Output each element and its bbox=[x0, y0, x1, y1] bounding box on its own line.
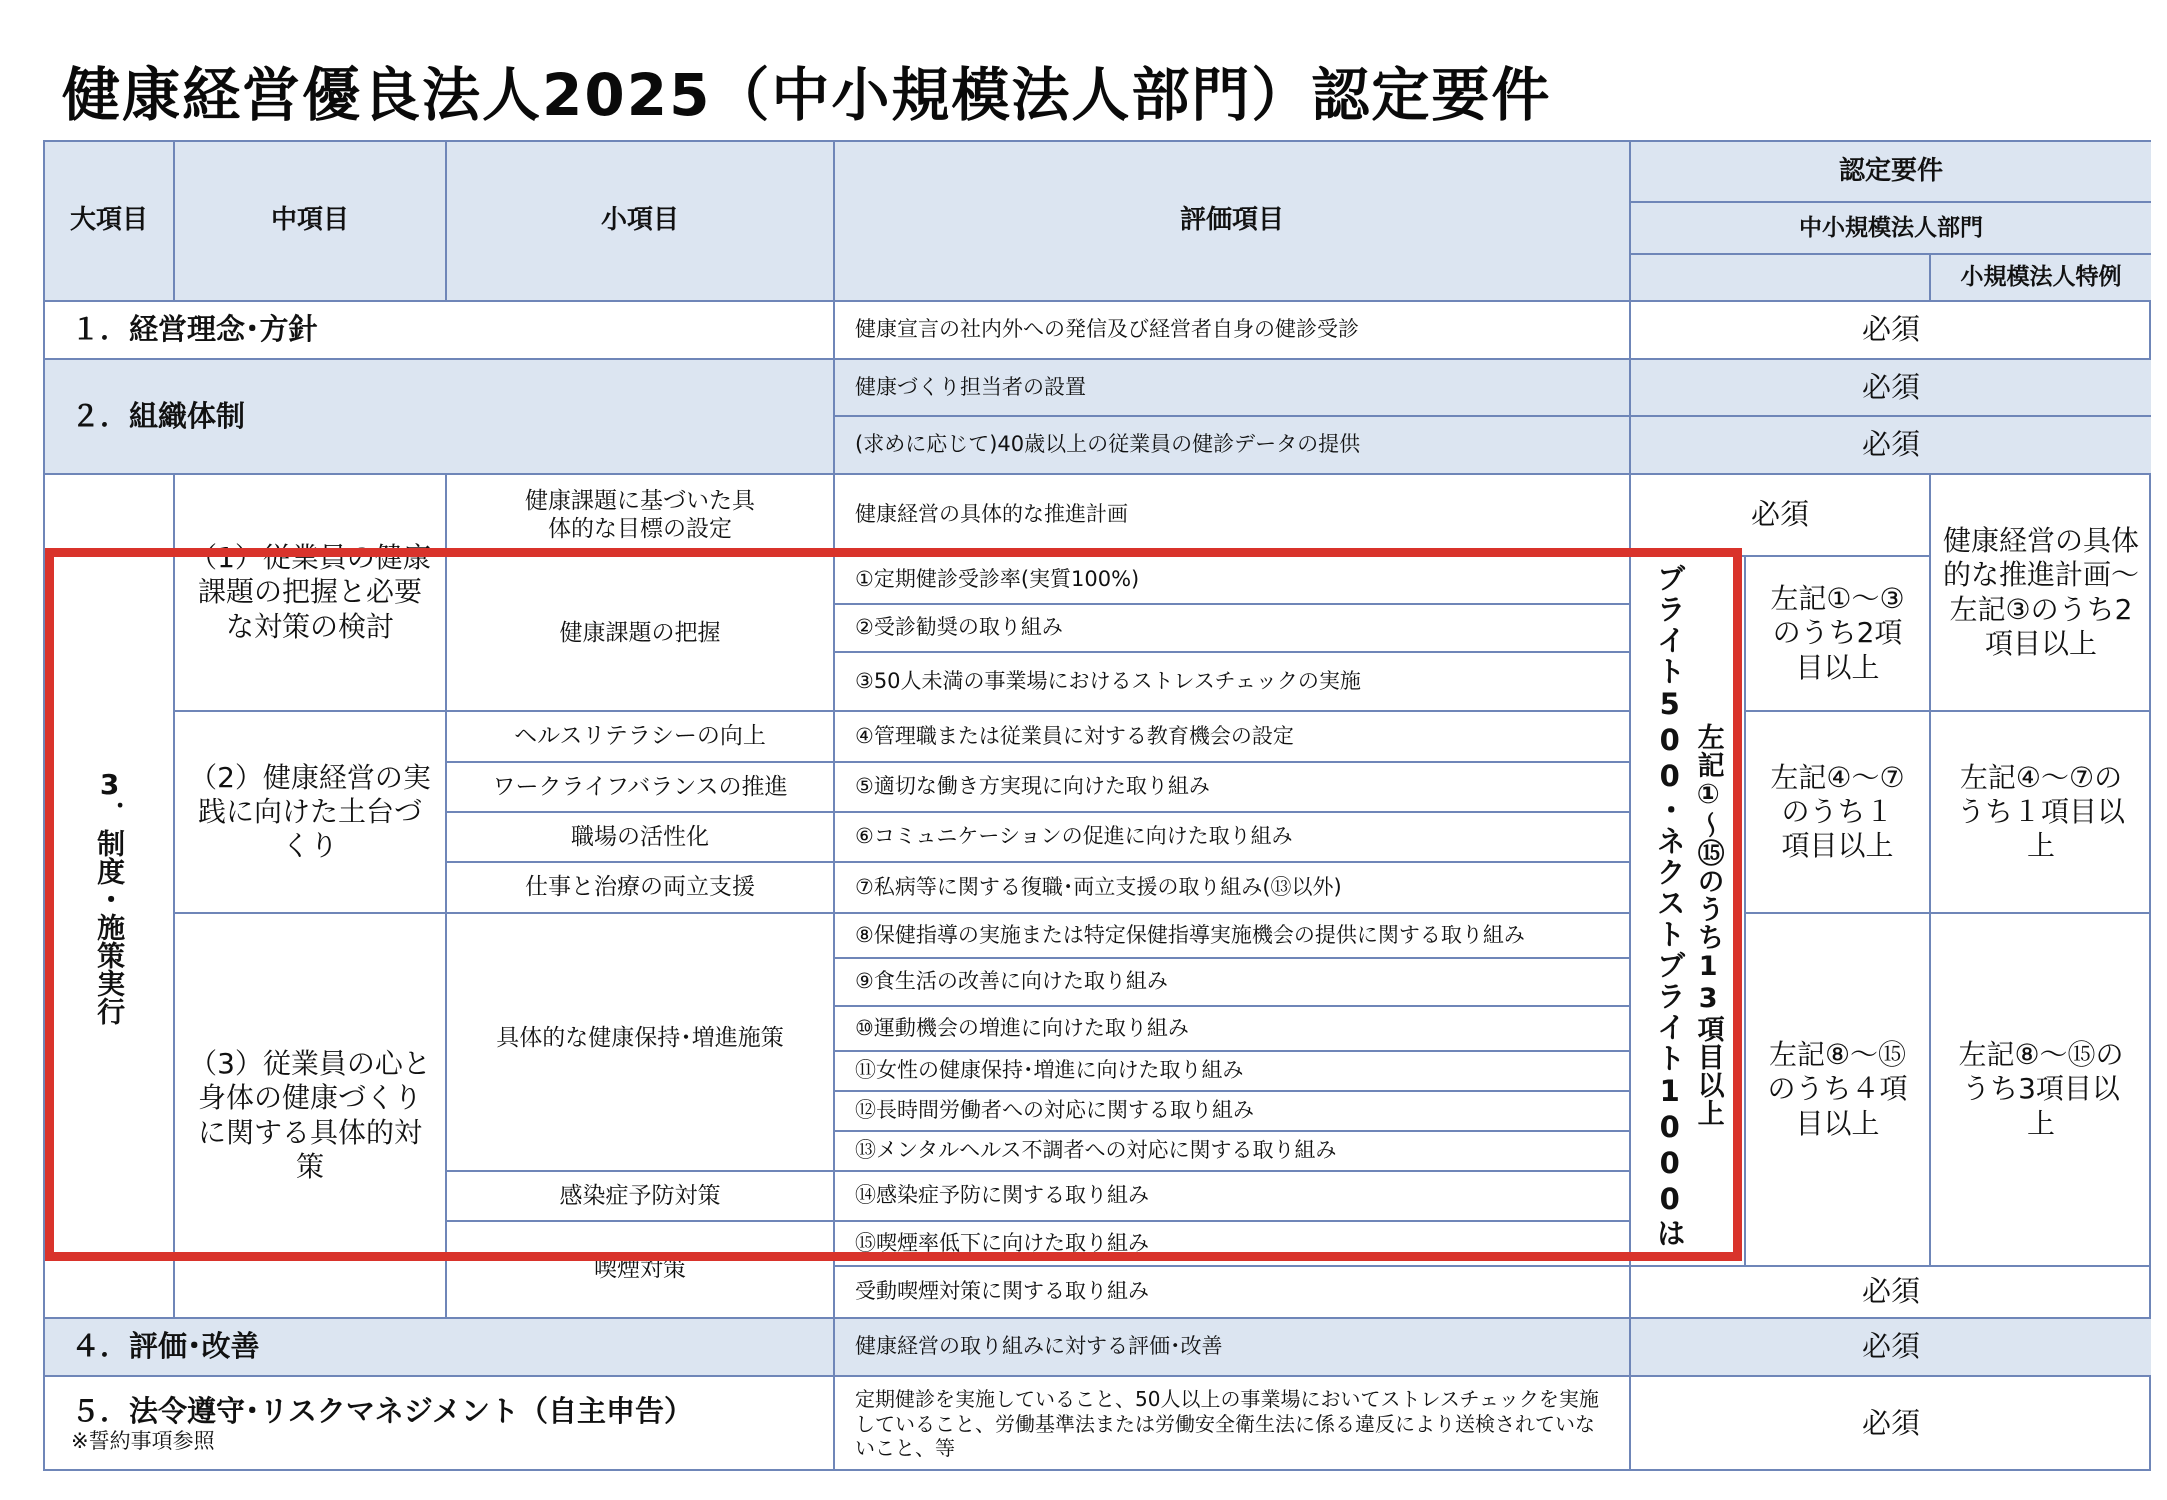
eval-passive-smoking: 受動喫煙対策に関する取り組み bbox=[835, 1267, 1631, 1319]
bright-criteria-threshold: 左記①～⑮のうち13項目以上 bbox=[1692, 723, 1724, 1127]
eval-item-13: ⑬メンタルヘルス不調者への対応に関する取り組み bbox=[835, 1132, 1631, 1172]
section-philosophy: １．経営理念･方針 bbox=[45, 302, 835, 360]
eval-promotion-plan: 健康経営の具体的な推進計画 bbox=[835, 475, 1631, 557]
middle-item-1: （1）従業員の健康課題の把握と必要な対策の検討 bbox=[175, 475, 447, 712]
minor-health-promotion: 具体的な健康保持･増進施策 bbox=[447, 914, 835, 1172]
header-certification: 認定要件 bbox=[1631, 142, 2151, 203]
header-small-special: 小規模法人特例 bbox=[1931, 255, 2151, 302]
eval-item-9: ⑨食生活の改善に向けた取り組み bbox=[835, 959, 1631, 1007]
minor-smoking-measures: 喫煙対策 bbox=[447, 1222, 835, 1319]
minor-work-life-balance: ワークライフバランスの推進 bbox=[447, 763, 835, 813]
eval-checkup-data: (求めに応じて)40歳以上の従業員の健診データの提供 bbox=[835, 417, 1631, 475]
section-organization: ２．組織体制 bbox=[45, 360, 835, 475]
req-passive-smoking: 必須 bbox=[1631, 1267, 2151, 1319]
small-group-3: 左記⑧～⑮のうち3項目以上 bbox=[1931, 914, 2151, 1267]
header-major: 大項目 bbox=[45, 142, 175, 302]
eval-item-3: ③50人未満の事業場におけるストレスチェックの実施 bbox=[835, 653, 1631, 712]
eval-item-12: ⑫長時間労働者への対応に関する取り組み bbox=[835, 1092, 1631, 1132]
eval-item-8: ⑧保健指導の実施または特定保健指導実施機会の提供に関する取り組み bbox=[835, 914, 1631, 959]
minor-grasp-issues: 健康課題の把握 bbox=[447, 557, 835, 712]
eval-item-4: ④管理職または従業員に対する教育機会の設定 bbox=[835, 712, 1631, 763]
eval-item-5: ⑤適切な働き方実現に向けた取り組み bbox=[835, 763, 1631, 813]
header-middle: 中項目 bbox=[175, 142, 447, 302]
minor-health-literacy: ヘルスリテラシーの向上 bbox=[447, 712, 835, 763]
eval-item-11: ⑪女性の健康保持･増進に向けた取り組み bbox=[835, 1052, 1631, 1092]
small-group-2: 左記④～⑦のうち１項目以上 bbox=[1931, 712, 2151, 914]
sme-group-3: 左記⑧～⑮のうち４項目以上 bbox=[1746, 914, 1931, 1267]
eval-evaluation-improvement: 健康経営の取り組みに対する評価･改善 bbox=[835, 1319, 1631, 1377]
section-implementation: 3．制度・施策実行 bbox=[45, 475, 175, 1319]
req-checkup-data: 必須 bbox=[1631, 417, 2151, 475]
small-group-1: 健康経営の具体的な推進計画～左記③のうち2項目以上 bbox=[1931, 475, 2151, 712]
req-health-officer: 必須 bbox=[1631, 360, 2151, 417]
req-evaluation: 必須 bbox=[1631, 1319, 2151, 1377]
header-minor: 小項目 bbox=[447, 142, 835, 302]
eval-health-officer: 健康づくり担当者の設置 bbox=[835, 360, 1631, 417]
req-compliance: 必須 bbox=[1861, 1406, 1920, 1441]
minor-infection-prevention: 感染症予防対策 bbox=[447, 1172, 835, 1222]
eval-item-10: ⑩運動機会の増進に向けた取り組み bbox=[835, 1007, 1631, 1052]
eval-compliance: 定期健診を実施していること、50人以上の事業場においてストレスチェックを実施していること、労働基準法または労働安全衛生法に係る違反により送検されていないこと、等 bbox=[835, 1377, 1631, 1471]
section-compliance bbox=[45, 1377, 835, 1471]
minor-workplace-vitality: 職場の活性化 bbox=[447, 813, 835, 863]
section-compliance-note: ※誓約事項参照 bbox=[71, 1428, 215, 1453]
bright-criteria-heading: ブライト500・ネクストブライト1000は bbox=[1652, 563, 1687, 1249]
bright-criteria bbox=[1631, 557, 1746, 1267]
section-evaluation: ４．評価･改善 bbox=[45, 1319, 835, 1377]
eval-item-6: ⑥コミュニケーションの促進に向けた取り組み bbox=[835, 813, 1631, 863]
minor-treatment-support: 仕事と治療の両立支援 bbox=[447, 863, 835, 914]
sme-group-1: 左記①～③のうち2項目以上 bbox=[1746, 557, 1931, 712]
header-evaluation: 評価項目 bbox=[835, 142, 1631, 302]
req-philosophy: 必須 bbox=[1631, 302, 2151, 360]
req-promotion-plan: 必須 bbox=[1631, 475, 1931, 557]
header-blank bbox=[1631, 255, 1931, 302]
eval-health-declaration: 健康宣言の社内外への発信及び経営者自身の健診受診 bbox=[835, 302, 1631, 360]
section-compliance-label: ５．法令遵守･リスクマネジメント（自主申告） bbox=[71, 1393, 694, 1428]
eval-item-2: ②受診勧奨の取り組み bbox=[835, 605, 1631, 653]
header-sme-division: 中小規模法人部門 bbox=[1631, 203, 2151, 255]
eval-item-14: ⑭感染症予防に関する取り組み bbox=[835, 1172, 1631, 1222]
minor-target-setting: 健康課題に基づいた具体的な目標の設定 bbox=[447, 475, 835, 557]
eval-item-15: ⑮喫煙率低下に向けた取り組み bbox=[835, 1222, 1631, 1267]
eval-item-7: ⑦私病等に関する復職･両立支援の取り組み(⑬以外) bbox=[835, 863, 1631, 914]
middle-item-3: （3）従業員の心と身体の健康づくりに関する具体的対策 bbox=[175, 914, 447, 1319]
eval-item-1: ①定期健診受診率(実質100%) bbox=[835, 557, 1631, 605]
page-title: 健康経営優良法人2025（中小規模法人部門）認定要件 bbox=[62, 61, 1552, 129]
sme-group-2: 左記④～⑦のうち１項目以上 bbox=[1746, 712, 1931, 914]
middle-item-2: （2）健康経営の実践に向けた土台づくり bbox=[175, 712, 447, 914]
certification-requirements-table bbox=[43, 140, 2151, 1471]
